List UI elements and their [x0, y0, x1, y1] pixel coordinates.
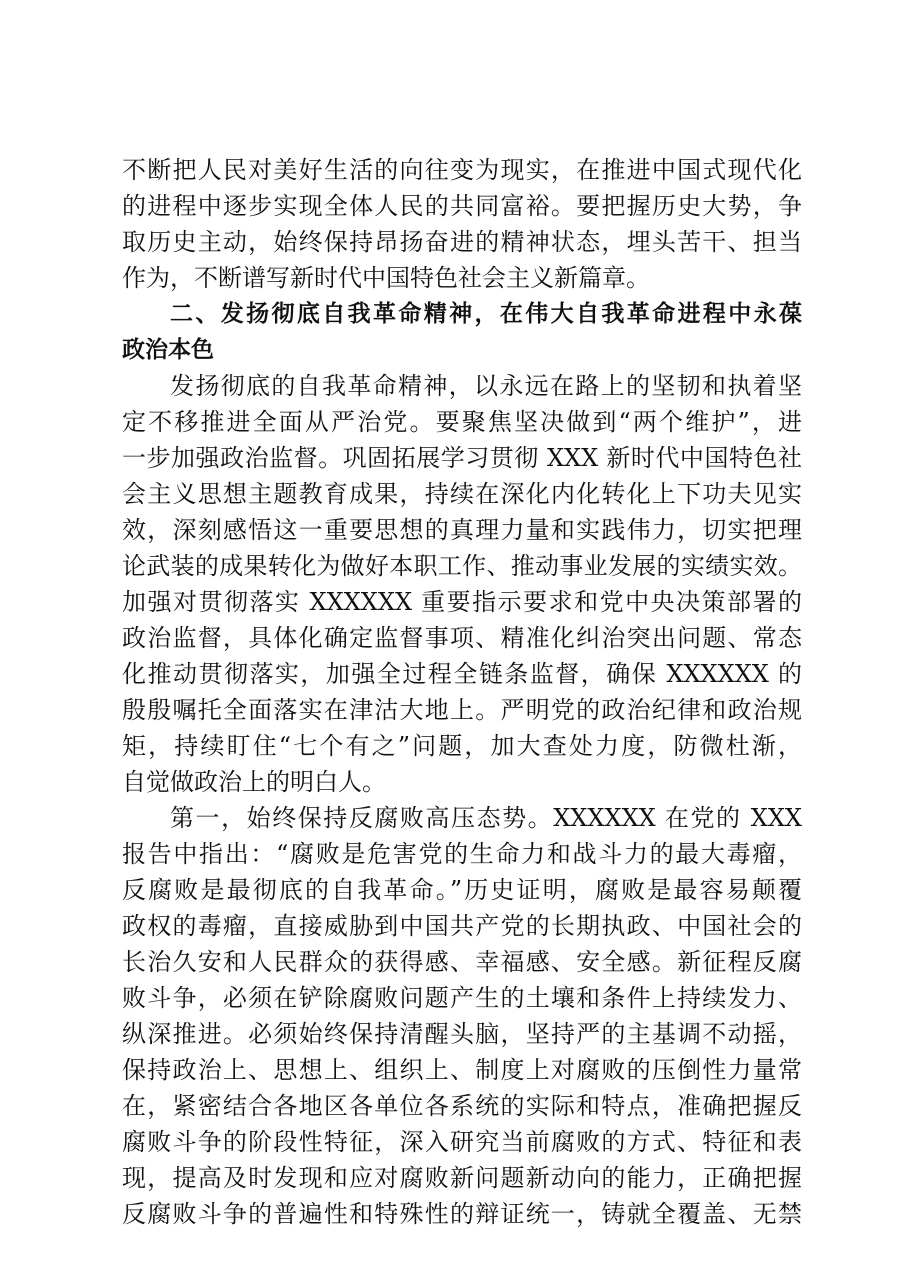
section-heading: 二、发扬彻底自我革命精神，在伟大自我革命进程中永葆 [170, 301, 802, 327]
paragraph-line: 一步加强政治监督。巩固拓展学习贯彻 XXX 新时代中国特色社 [122, 444, 802, 472]
paragraph-line: 的进程中逐步实现全体人民的共同富裕。要把握历史大势，争 [122, 192, 802, 220]
paragraph-line: 报告中指出：“腐败是危害党的生命力和战斗力的最大毒瘤， [122, 840, 802, 868]
paragraph-line: 不断把人民对美好生活的向往变为现实，在推进中国式现代化 [122, 156, 802, 184]
paragraph-line: 保持政治上、思想上、组织上、制度上对腐败的压倒性力量常 [122, 1056, 802, 1084]
paragraph-line: 殷殷嘱托全面落实在津沽大地上。严明党的政治纪律和政治规 [122, 696, 802, 724]
paragraph-line: 加强对贯彻落实 XXXXXX 重要指示要求和党中央决策部署的 [122, 588, 802, 616]
paragraph-line: 在，紧密结合各地区各单位各系统的实际和特点，准确把握反 [122, 1092, 802, 1120]
paragraph-line: 定不移推进全面从严治党。要聚焦坚决做到“两个维护”，进 [122, 408, 802, 436]
paragraph-line: 效，深刻感悟这一重要思想的真理力量和实践伟力，切实把理 [122, 516, 802, 544]
paragraph-line: 作为，不断谱写新时代中国特色社会主义新篇章。 [122, 264, 650, 292]
paragraph-line: 纵深推进。必须始终保持清醒头脑，坚持严的主基调不动摇， [122, 1020, 802, 1048]
paragraph-line: 论武装的成果转化为做好本职工作、推动事业发展的实绩实效。 [122, 552, 802, 580]
paragraph-line: 政治监督，具体化确定监督事项、精准化纠治突出问题、常态 [122, 624, 802, 652]
paragraph-line: 会主义思想主题教育成果，持续在深化内化转化上下功夫见实 [122, 480, 802, 508]
paragraph-line: 矩，持续盯住“七个有之”问题，加大查处力度，防微杜渐， [122, 732, 802, 760]
paragraph-line: 败斗争，必须在铲除腐败问题产生的土壤和条件上持续发力、 [122, 984, 802, 1012]
paragraph-line: 现，提高及时发现和应对腐败新问题新动向的能力，正确把握 [122, 1164, 802, 1192]
paragraph-line: 发扬彻底的自我革命精神，以永远在路上的坚韧和执着坚 [170, 372, 802, 400]
paragraph-line: 长治久安和人民群众的获得感、幸福感、安全感。新征程反腐 [122, 948, 802, 976]
paragraph-line: 化推动贯彻落实，加强全过程全链条监督，确保 XXXXXX 的 [122, 660, 802, 688]
paragraph-line: 第一，始终保持反腐败高压态势。XXXXXX 在党的 XXX [170, 804, 802, 832]
paragraph-line: 腐败斗争的阶段性特征，深入研究当前腐败的方式、特征和表 [122, 1128, 802, 1156]
paragraph-line: 反腐败斗争的普遍性和特殊性的辩证统一，铸就全覆盖、无禁 [122, 1200, 802, 1228]
paragraph-line: 自觉做政治上的明白人。 [122, 768, 386, 796]
paragraph-line: 政权的毒瘤，直接威胁到中国共产党的长期执政、中国社会的 [122, 912, 802, 940]
section-heading: 政治本色 [122, 337, 214, 363]
paragraph-line: 反腐败是最彻底的自我革命。”历史证明，腐败是最容易颠覆 [122, 876, 802, 904]
paragraph-line: 取历史主动，始终保持昂扬奋进的精神状态，埋头苦干、担当 [122, 228, 802, 256]
